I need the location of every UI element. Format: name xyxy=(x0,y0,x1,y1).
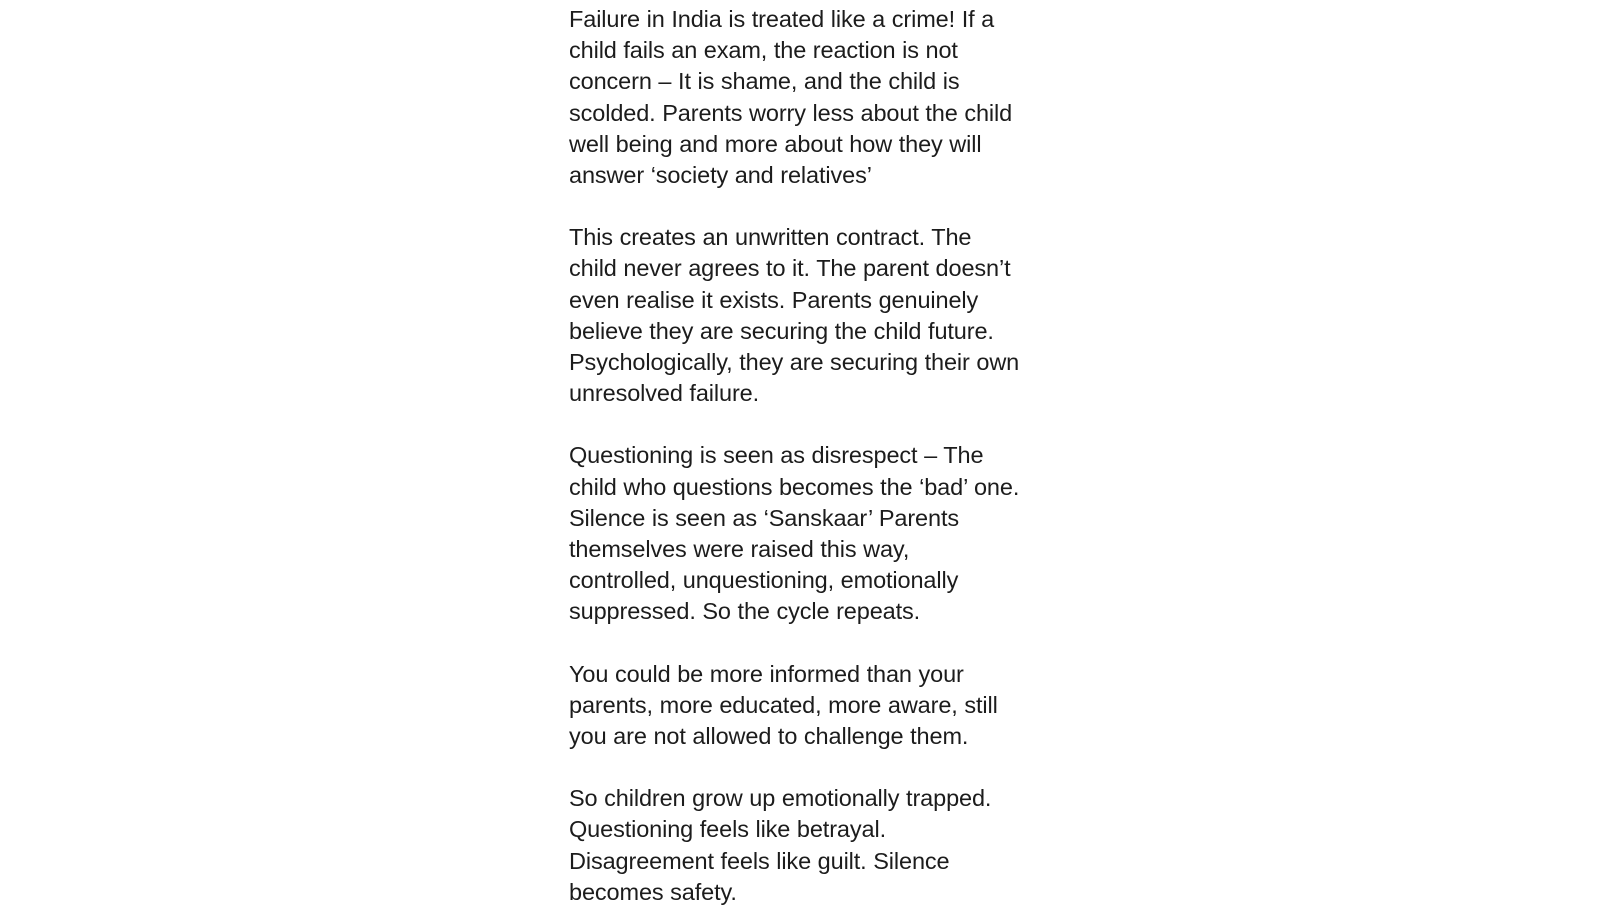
article-text-column xyxy=(569,0,1021,908)
article-paragraph-1: Failure in India is treated like a crime! If a child fails an exam, the reaction is not concern – It is shame, and the child is scolded. Parents worry less about the child well being and more about how they will answer ‘society and relatives’ xyxy=(569,6,1013,189)
article-paragraph-4: You could be more informed than your parents, more educated, more aware, still you are not allowed to challenge them. xyxy=(569,660,998,750)
article-paragraph-5: So children grow up emotionally trapped. Questioning feels like betrayal. Disagreement feels like guilt. Silence becomes safety. xyxy=(569,785,992,905)
article-paragraph-3: Questioning is seen as disrespect – The child who questions becomes the ‘bad’ one. Silence is seen as ‘Sanskaar’ Parents themselves were raised this way, controlled, unquestioning, emotionally suppressed. So the cycle repeats. xyxy=(569,442,1020,625)
article-paragraph-2: This creates an unwritten contract. The child never agrees to it. The parent doesn’t even realise it exists. Parents genuinely believe they are securing the child future. Psychologically, they are securing their own unresolved failure. xyxy=(569,224,1020,407)
